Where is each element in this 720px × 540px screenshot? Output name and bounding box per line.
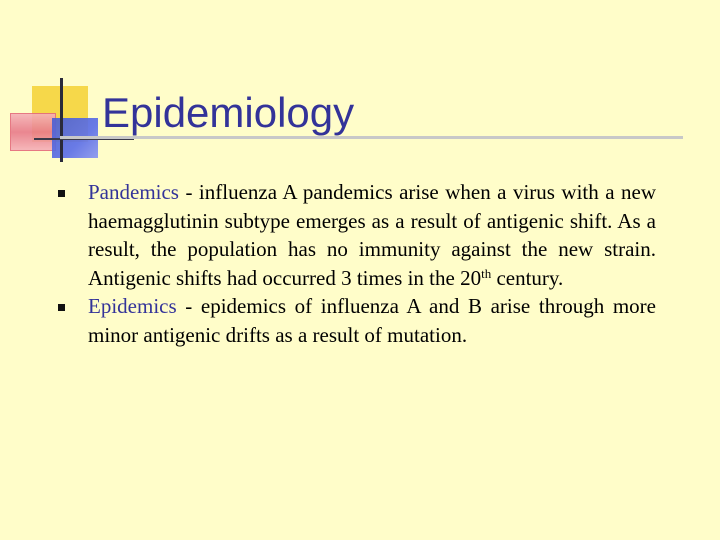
bullet-superscript: th xyxy=(481,265,492,281)
logo-red-square xyxy=(10,113,56,151)
bullet-text: influenza A pandemics arise when a virus with a new haemagglutinin subtype emerges as a result of antigenic shift. As a result, the population has no immunity against the new strain. Antigenic shifts had occurred 3 times in the 20 xyxy=(88,180,656,290)
bullet-list xyxy=(56,178,656,349)
bullet-separator: - xyxy=(178,180,199,204)
bullet-text: epidemics of influenza A and B arise through more minor antigenic drifts as a result of mutation. xyxy=(88,294,656,347)
square-bullet-icon xyxy=(58,304,65,311)
bullet-text-end: century. xyxy=(491,265,564,290)
bullet-separator: - xyxy=(176,294,201,318)
bullet-term: Pandemics xyxy=(88,180,179,204)
bullet-item-epidemics xyxy=(56,292,656,349)
slide-title: Epidemiology xyxy=(102,89,355,136)
bullet-term: Epidemics xyxy=(88,294,177,318)
bullet-item-pandemics xyxy=(56,178,656,292)
square-bullet-icon xyxy=(58,190,65,197)
logo-vertical-line xyxy=(60,78,63,162)
